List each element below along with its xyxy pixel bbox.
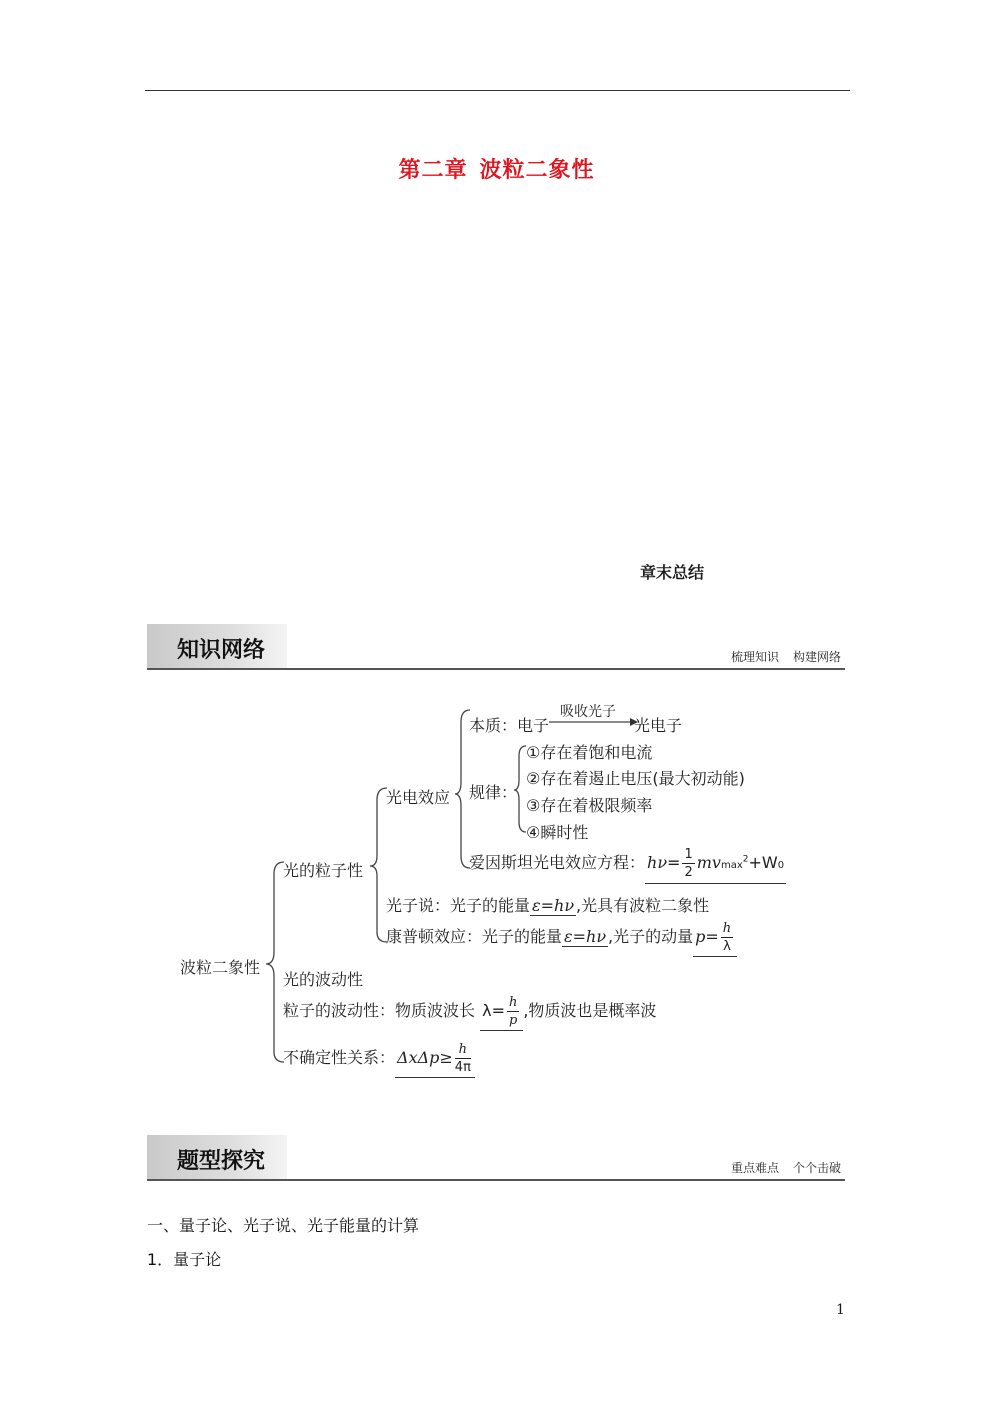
subtitle-left: 梳理知识 (730, 650, 779, 664)
einstein-formula: hν= $\frac{1}{2}$ mvmax$^2$+W0 (645, 848, 786, 884)
heading-level-2: 1．量子论 (147, 1250, 222, 1269)
subtitle-left: 重点难点 (730, 1161, 779, 1175)
section-bar-problem-types (147, 1135, 845, 1181)
mm-uncertainty: 不确定性关系： ΔxΔp≥ $\frac{h}{4\pi}$ (283, 1043, 475, 1078)
mm-law-2: ②存在着遏止电压(最大初动能) (526, 769, 745, 788)
mm-matter-wave: 粒子的波动性：物质波波长 λ= $\frac{h}{p}$ ,物质波也是概率波 (283, 996, 656, 1031)
mm-root: 波粒二象性 (180, 958, 261, 977)
mm-law-label: 规律： (469, 783, 518, 802)
section-subtitle (731, 1159, 841, 1176)
section-rule (147, 1179, 845, 1181)
uncertainty-formula: ΔxΔp≥ $\frac{h}{4\pi}$ (395, 1043, 475, 1078)
mm-essence-suffix: 光电子 (634, 716, 683, 735)
mm-compton: 康普顿效应：光子的能量 ε=hν ,光子的动量 p= $\frac{h}{\lambda}$ (386, 922, 737, 957)
mm-photon: 光子说：光子的能量 ε=hν ,光具有波粒二象性 (386, 896, 710, 915)
mm-einstein (469, 848, 786, 884)
subtitle-right: 构建网络 (792, 650, 841, 664)
mm-law-4: ④瞬时性 (526, 823, 589, 842)
chapter-number: 第二章 (398, 158, 468, 183)
page-number: 1 (836, 1302, 845, 1318)
section-title: 题型探究 (177, 1149, 266, 1174)
brace-particle (370, 788, 387, 942)
einstein-fraction: $\frac{1}{2}$ (684, 847, 693, 880)
summary-label: 章末总结 (640, 563, 705, 582)
subtitle-right: 个个击破 (792, 1161, 841, 1175)
chapter-name: 波粒二象性 (479, 158, 595, 183)
mm-pe-effect: 光电效应 (386, 788, 451, 807)
compton-momentum: p= $\frac{h}{\lambda}$ (693, 922, 737, 957)
brace-root (266, 862, 284, 1062)
mm-essence-prefix: 本质：电子 (469, 716, 550, 735)
brace-pe-effect (455, 710, 470, 868)
photon-formula: ε=hν (532, 896, 575, 915)
einstein-label: 爱因斯坦光电效应方程： (469, 853, 646, 872)
mm-wave: 光的波动性 (283, 970, 364, 989)
compton-formula: ε=hν (564, 927, 607, 946)
mm-law-3: ③存在着极限频率 (526, 796, 653, 815)
heading-level-1: 一、量子论、光子说、光子能量的计算 (147, 1216, 420, 1235)
matter-formula: λ= $\frac{h}{p}$ (480, 996, 523, 1031)
mm-law-1: ①存在着饱和电流 (526, 743, 653, 762)
mm-arrow-label: 吸收光子 (560, 704, 616, 720)
section-title: 知识网络 (177, 638, 266, 663)
mm-particle: 光的粒子性 (283, 861, 364, 880)
